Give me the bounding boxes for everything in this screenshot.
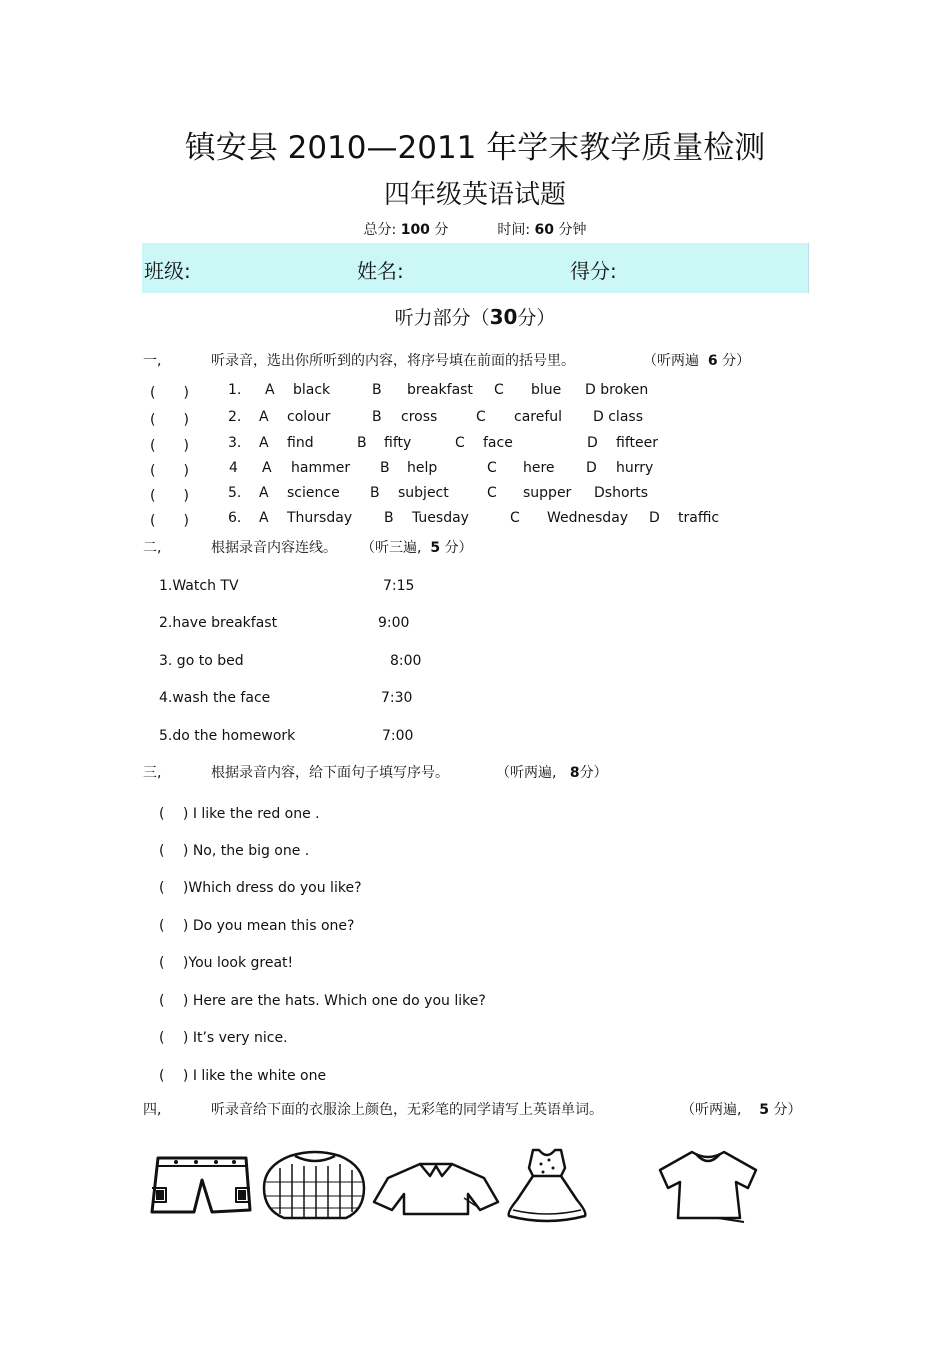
section-title [0,303,950,330]
q1-option-d: D [649,510,660,526]
q1-option-num: 5. [228,485,242,501]
answer-blank[interactable]: ( ) [150,488,189,504]
q1-option-aw: black [293,382,331,398]
page-subtitle: 四年级英语试题 [383,180,566,210]
q1-note-pre: （听两遍 [643,353,699,369]
q1-option-dw: traffic [678,510,720,526]
shorts-icon [146,1150,256,1220]
q1-option-a: A [259,409,269,425]
q1-option-cw: careful [514,409,563,425]
q1-note-post: 分） [722,353,751,369]
q4-note-pre: （听两遍, [681,1102,742,1118]
shirt-icon [372,1158,500,1218]
q1-option-c: C [476,409,486,425]
q1-option-aw: hammer [291,460,351,476]
answer-blank[interactable]: ( ) [150,513,189,529]
q4-instruction: 听录音给下面的衣服涂上颜色，无彩笔的同学请写上英语单词。 [211,1102,603,1118]
section-points: 30 [489,305,518,329]
q2-activity: 5.do the homework [159,728,296,744]
q2-note-points: 5 [430,540,441,556]
q1-option-dw: fifteer [616,435,658,451]
q2-activity: 4.wash the face [159,690,271,706]
q2-time: 7:15 [383,578,415,594]
sweater-icon [260,1148,370,1224]
q2-activity: 2.have breakfast [159,615,278,631]
name-label: 姓名: [357,259,404,283]
q4-number: 四, [143,1102,162,1118]
q1-option-a: A [262,460,272,476]
q3-sentence[interactable]: ( )You look great! [159,955,294,971]
q1-option-dw: hurry [616,460,654,476]
student-info-bar [142,243,809,293]
total-label: 总分: [363,222,397,238]
q1-option-num: 2. [228,409,242,425]
answer-blank[interactable]: ( ) [150,438,189,454]
dress-icon [503,1146,591,1226]
exam-meta [0,219,950,239]
q3-note-points: 8 [569,765,580,781]
q2-time: 7:30 [381,690,413,706]
q3-note-post: 分） [579,765,608,781]
section-title-text: 听力部分（ [394,307,490,329]
q2-number: 二, [143,540,162,556]
answer-blank[interactable]: ( ) [150,412,189,428]
q1-option-cw: here [523,460,555,476]
q1-option-cw: Wednesday [547,510,629,526]
q1-option-cw: blue [531,382,562,398]
total-value: 100 [400,222,430,238]
q1-option-c: C [487,485,497,501]
q3-sentence[interactable]: ( ) I like the red one . [159,806,320,822]
q2-activity: 3. go to bed [159,653,244,669]
q1-option-aw: find [287,435,314,451]
q3-sentence[interactable]: ( ) I like the white one [159,1068,327,1084]
page-title: 镇安县 2010—2011 年学末教学质量检测 [184,130,766,166]
q1-option-aw: colour [287,409,331,425]
q1-option-a: A [259,510,269,526]
answer-blank[interactable]: ( ) [150,463,189,479]
q2-time: 9:00 [378,615,410,631]
time-unit: 分钟 [558,222,587,238]
q2-instruction: 根据录音内容连线。 [211,540,337,556]
q1-note [643,350,750,370]
q1-option-num: 6. [228,510,242,526]
q1-option-b: B [380,460,390,476]
q3-instruction: 根据录音内容，给下面句子填写序号。 [211,765,449,781]
q3-sentence[interactable]: ( ) Do you mean this one? [159,918,355,934]
q1-option-c: C [494,382,504,398]
q4-note [681,1099,801,1119]
q3-sentence[interactable]: ( ) No, the big one . [159,843,310,859]
q1-option-c: C [455,435,465,451]
q1-option-bw: help [407,460,438,476]
q1-option-d: Dshorts [594,485,649,501]
q3-note [496,762,608,782]
q3-number: 三, [143,765,162,781]
q1-option-bw: breakfast [407,382,473,398]
q2-activity: 1.Watch TV [159,578,239,594]
q1-option-aw: science [287,485,340,501]
q2-note-post: 分） [444,540,473,556]
q1-option-aw: Thursday [287,510,353,526]
score-label: 得分: [570,259,617,283]
q1-option-b: B [357,435,367,451]
q3-sentence[interactable]: ( )Which dress do you like? [159,880,362,896]
q1-option-bw: fifty [384,435,412,451]
q4-note-points: 5 [759,1102,770,1118]
q1-instruction: 听录音，选出你所听到的内容，将序号填在前面的括号里。 [211,353,575,369]
q1-option-a: A [265,382,275,398]
q1-number: 一, [143,353,162,369]
q3-sentence[interactable]: ( ) Here are the hats. Which one do you like? [159,993,486,1009]
q1-option-num: 1. [228,382,242,398]
q1-option-d: D class [593,409,643,425]
q1-option-b: B [372,382,382,398]
q1-option-cw: face [483,435,513,451]
q1-option-b: B [370,485,380,501]
class-label: 班级: [144,259,191,283]
q1-option-b: B [384,510,394,526]
q1-option-num: 4 [229,460,238,476]
q3-sentence[interactable]: ( ) It’s very nice. [159,1030,288,1046]
q2-note [361,537,473,557]
q1-option-d: D [586,460,597,476]
q1-option-a: A [259,435,269,451]
q1-option-d: D broken [585,382,649,398]
tshirt-icon [656,1146,762,1224]
q1-option-c: C [510,510,520,526]
q1-option-cw: supper [523,485,572,501]
q3-note-pre: （听两遍, [496,765,557,781]
q2-note-pre: （听三遍, [361,540,422,556]
q1-option-a: A [259,485,269,501]
q1-option-num: 3. [228,435,242,451]
q1-option-d: D [587,435,598,451]
q2-time: 7:00 [382,728,414,744]
q1-option-bw: cross [401,409,438,425]
section-title-suffix: 分） [517,307,556,329]
q1-option-c: C [487,460,497,476]
time-value: 60 [534,222,554,238]
q4-note-post: 分） [773,1102,802,1118]
time-label: 时间: [497,222,531,238]
q1-option-bw: subject [398,485,449,501]
q1-option-bw: Tuesday [412,510,469,526]
q2-time: 8:00 [390,653,422,669]
answer-blank[interactable]: ( ) [150,385,189,401]
q1-option-b: B [372,409,382,425]
total-unit: 分 [434,222,449,238]
q1-note-points: 6 [707,353,718,369]
